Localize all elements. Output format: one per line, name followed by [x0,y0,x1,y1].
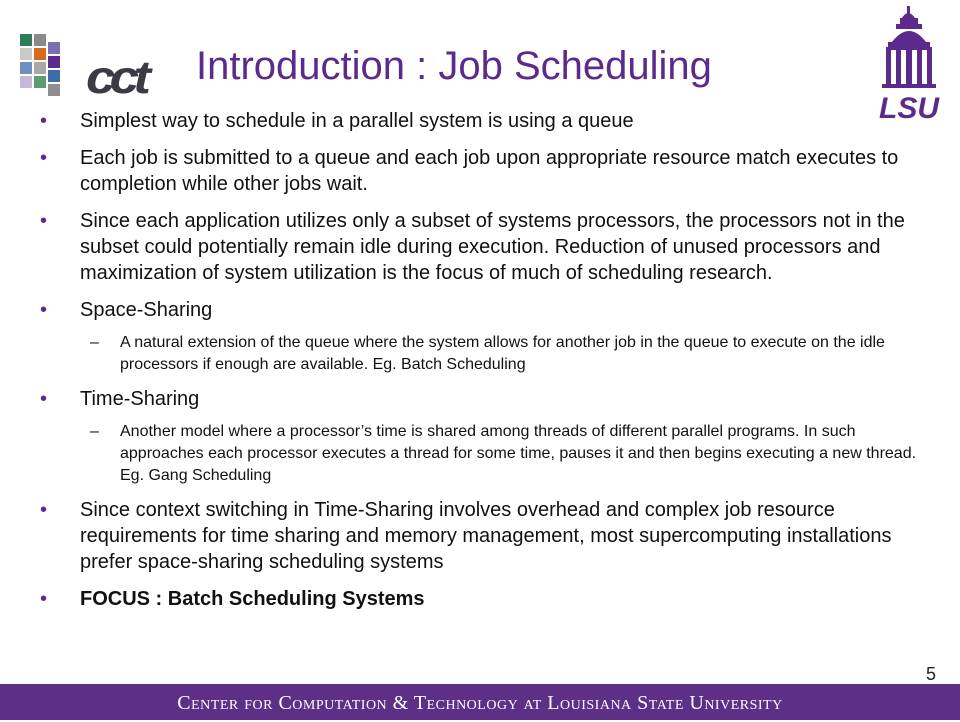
lsu-tower-icon [866,6,952,122]
bullet-text: Since context switching in Time-Sharing involves overhead and complex job resource requirements for time sharing and memory management, most supercomputing installations prefer space-sharing scheduling systems [80,499,892,573]
grid-square-icon [48,56,60,68]
bullet-item [40,145,920,197]
cct-logo-text: cct [86,51,146,103]
bullet-text: Space-Sharing [80,299,213,321]
bullet-item [40,297,920,323]
lsu-logo [866,6,952,122]
footer-text: Center for Computation & Technology at Louisiana State University [177,692,783,714]
lsu-logo-text: LSU [879,92,939,122]
grid-square-icon [20,62,32,74]
bullet-icon: • [40,588,48,610]
sub-bullet-item [40,421,920,487]
bullet-icon: • [40,147,48,169]
grid-square-icon [34,48,46,60]
grid-square-icon [34,34,46,46]
dash-icon: – [90,334,99,351]
bullet-text: FOCUS : Batch Scheduling Systems [80,588,425,610]
bullet-text: Time-Sharing [80,388,200,410]
bullet-item [40,586,920,612]
page-number: 5 [926,664,937,684]
grid-square-icon [20,34,32,46]
bullet-item [40,108,920,134]
bullet-text: Since each application utilizes only a subset of systems processors, the processors not in the subset could potentially remain idle during execution. Reduction of unused processors and maximization of system utilization is the focus of much of scheduling research. [80,210,905,284]
bullet-icon: • [40,110,48,132]
grid-square-icon [20,48,32,60]
bullet-icon: • [40,388,48,410]
bullet-item [40,208,920,286]
cct-logo [20,28,190,108]
grid-square-icon [34,62,46,74]
grid-square-icon [48,42,60,54]
grid-square-icon [48,84,60,96]
bullet-text: A natural extension of the queue where the system allows for another job in the queue to execute on the idle processors if enough are available. Eg. Batch Scheduling [120,334,885,373]
bullet-item [40,386,920,412]
footer-bar [0,684,960,720]
bullet-icon: • [40,299,48,321]
cct-grid-icon [20,34,60,106]
bullet-text: Simplest way to schedule in a parallel system is using a queue [80,110,634,132]
sub-bullet-item [40,332,920,376]
bullet-icon: • [40,499,48,521]
bullet-list [40,108,920,623]
grid-square-icon [48,70,60,82]
grid-square-icon [34,76,46,88]
bullet-icon: • [40,210,48,232]
bullet-item [40,497,920,575]
slide-title: Introduction : Job Scheduling [196,44,712,88]
bullet-text: Another model where a processor’s time is shared among threads of different parallel programs. In such approaches each processor executes a thread for some time, pauses it and then begins executing a new thread. Eg. Gang Scheduling [120,423,917,484]
grid-square-icon [20,76,32,88]
bullet-text: Each job is submitted to a queue and each job upon appropriate resource match executes to completion while other jobs wait. [80,147,899,195]
dash-icon: – [90,423,99,440]
